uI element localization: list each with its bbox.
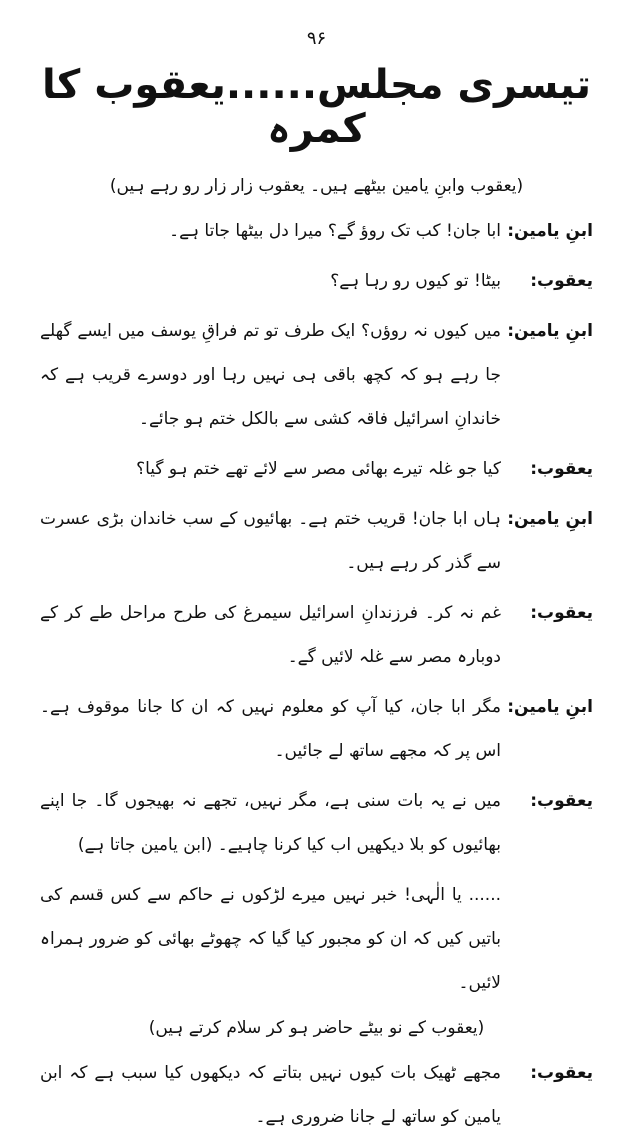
speaker-label: یعقوب:	[530, 271, 593, 291]
speaker-label: ابنِ یامین:	[507, 697, 593, 717]
dialogue-entry	[40, 591, 593, 679]
speech-text: مگر ابا جان، کیا آپ کو معلوم نہیں کہ ان کا جانا موقوف ہے۔ اس پر کہ مجھے ساتھ لے جائیں۔	[40, 697, 501, 761]
dialogue-entry	[40, 309, 593, 441]
speech-text: ابا جان! کب تک روؤ گے؟ میرا دل بیٹھا جاتا ہے۔	[169, 221, 501, 241]
speaker-label: یعقوب:	[530, 791, 593, 811]
dialogue-entry	[40, 259, 593, 303]
speech-text: ہاں ابا جان! قریب ختم ہے۔ بھائیوں کے سب خاندان بڑی عسرت سے گذر کر رہے ہیں۔	[40, 509, 501, 573]
scene-title: تیسری مجلس......یعقوب کا کمرہ	[41, 62, 592, 152]
stage-direction-second: (یعقوب کے نو بیٹے حاضر ہو کر سلام کرتے ہیں)	[148, 1018, 485, 1038]
dialogue-entry	[40, 779, 593, 867]
speaker-label: یعقوب:	[530, 603, 593, 623]
speech-text: غم نہ کر۔ فرزندانِ اسرائیل سیمرغ کی طرح مراحل طے کر کے دوبارہ مصر سے غلہ لائیں گے۔	[40, 603, 501, 667]
speech-text: بیٹا! تو کیوں رو رہا ہے؟	[330, 271, 501, 291]
speech-text: میں نے یہ بات سنی ہے، مگر نہیں، تجھے نہ بھیجوں گا۔ جا اپنے بھائیوں کو بلا دیکھیں اب کیا کرنا چاہیے۔ (ابن یامین جاتا ہے)	[40, 791, 501, 855]
dialogue-entry	[40, 685, 593, 773]
monologue-text: ...... یا الٰہی! خبر نہیں میرے لڑکوں نے حاکم سے کس قسم کی باتیں کیں کہ ان کو مجبور کیا گیا کہ چھوٹے بھائی کو ضرور ہمراہ لائیں۔	[40, 885, 501, 993]
page-number: ۹۶	[306, 28, 327, 49]
dialogue-entry	[40, 447, 593, 491]
dialogue-entry	[40, 497, 593, 585]
speaker-label: یعقوب:	[530, 459, 593, 479]
stage-direction-opening: (یعقوب وابنِ یامین بیٹھے ہیں۔ یعقوب زار زار رو رہے ہیں)	[109, 176, 524, 196]
speaker-label: ابنِ یامین:	[507, 221, 593, 241]
speech-text: مجھے ٹھیک بات کیوں نہیں بتاتے کہ دیکھوں کیا سبب ہے کہ ابن یامین کو ساتھ لے جانا ضروری ہے۔	[40, 1063, 501, 1127]
speaker-label: ابنِ یامین:	[507, 509, 593, 529]
dialogue-entry	[40, 209, 593, 253]
speech-text: میں کیوں نہ روؤں؟ ایک طرف تو تم فراقِ یوسف میں ایسے گھلے جا رہے ہو کہ کچھ باقی ہی نہیں رہا اور دوسرے قریب ہے کہ خاندانِ اسرائیل فاقہ کشی سے بالکل ختم ہو جائے۔	[40, 321, 501, 429]
speech-text: کیا جو غلہ تیرے بھائی مصر سے لائے تھے ختم ہو گیا؟	[136, 459, 501, 479]
dialogue-entry-final	[40, 1051, 593, 1139]
speaker-label: ابنِ یامین:	[507, 321, 593, 341]
speaker-label: یعقوب:	[530, 1063, 593, 1083]
